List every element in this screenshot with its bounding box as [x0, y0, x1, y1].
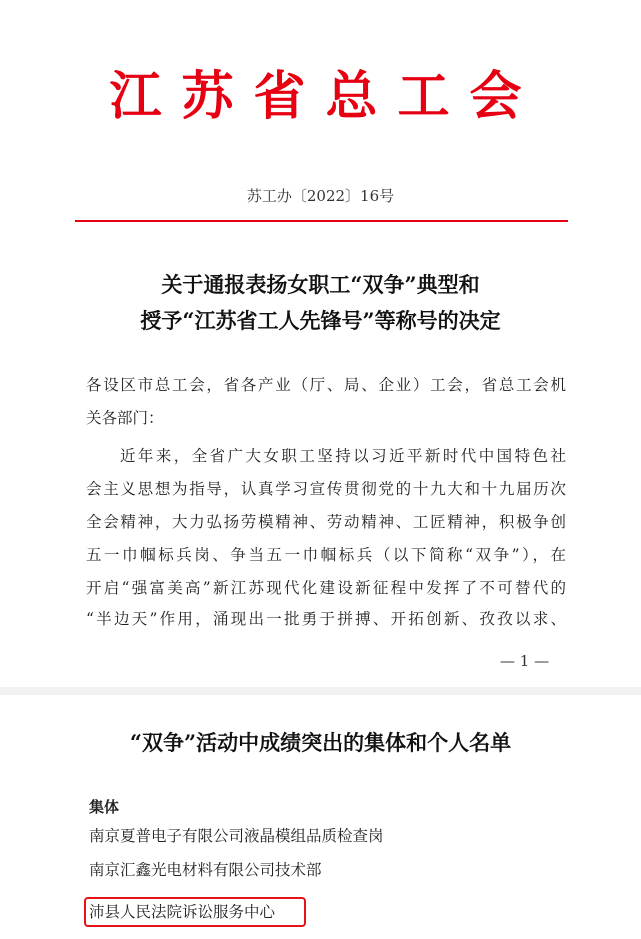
salutation-line-2: 关各部门：	[86, 409, 164, 427]
list-entry: 南京汇鑫光电材料有限公司技术部	[89, 861, 322, 879]
page-number: — 1 —	[500, 652, 550, 670]
list-entry: 南京夏普电子有限公司液晶模组品质检查岗	[89, 827, 384, 845]
section-label-collective: 集体	[89, 798, 120, 816]
document-title-line-1: 关于通报表扬女职工“双争”典型和	[161, 272, 480, 297]
salutation-line-1: 各设区市总工会，省各产业（厅、局、企业）工会，省总工会机	[86, 376, 566, 394]
highlight-box	[84, 897, 306, 927]
body-paragraph-line: 开启“强富美高”新江苏现代化建设新征程中发挥了不可替代的	[86, 579, 566, 597]
list-entry-highlighted: 沛县人民法院诉讼服务中心	[89, 903, 276, 921]
body-paragraph-line: “半边天”作用，涌现出一批勇于拼搏、开拓创新、孜孜以求、	[86, 610, 566, 628]
masthead-title: 江苏省总工会	[109, 66, 542, 127]
body-paragraph-line: 全会精神，大力弘扬劳模精神、劳动精神、工匠精神，积极争创	[86, 513, 566, 531]
body-paragraph-line: 近年来，全省广大女职工坚持以习近平新时代中国特色社	[120, 447, 566, 465]
red-divider-line	[75, 220, 568, 222]
body-paragraph-line: 五一巾帼标兵岗、争当五一巾帼标兵（以下简称“双争”），在	[86, 546, 566, 564]
page-separator	[0, 687, 641, 695]
list-title: “双争”活动中成绩突出的集体和个人名单	[129, 730, 512, 755]
document-title-line-2: 授予“江苏省工人先锋号”等称号的决定	[140, 308, 501, 333]
document-number: 苏工办〔2022〕16号	[246, 187, 395, 205]
body-paragraph-line: 会主义思想为指导，认真学习宣传贯彻党的十九大和十九届历次	[86, 480, 566, 498]
